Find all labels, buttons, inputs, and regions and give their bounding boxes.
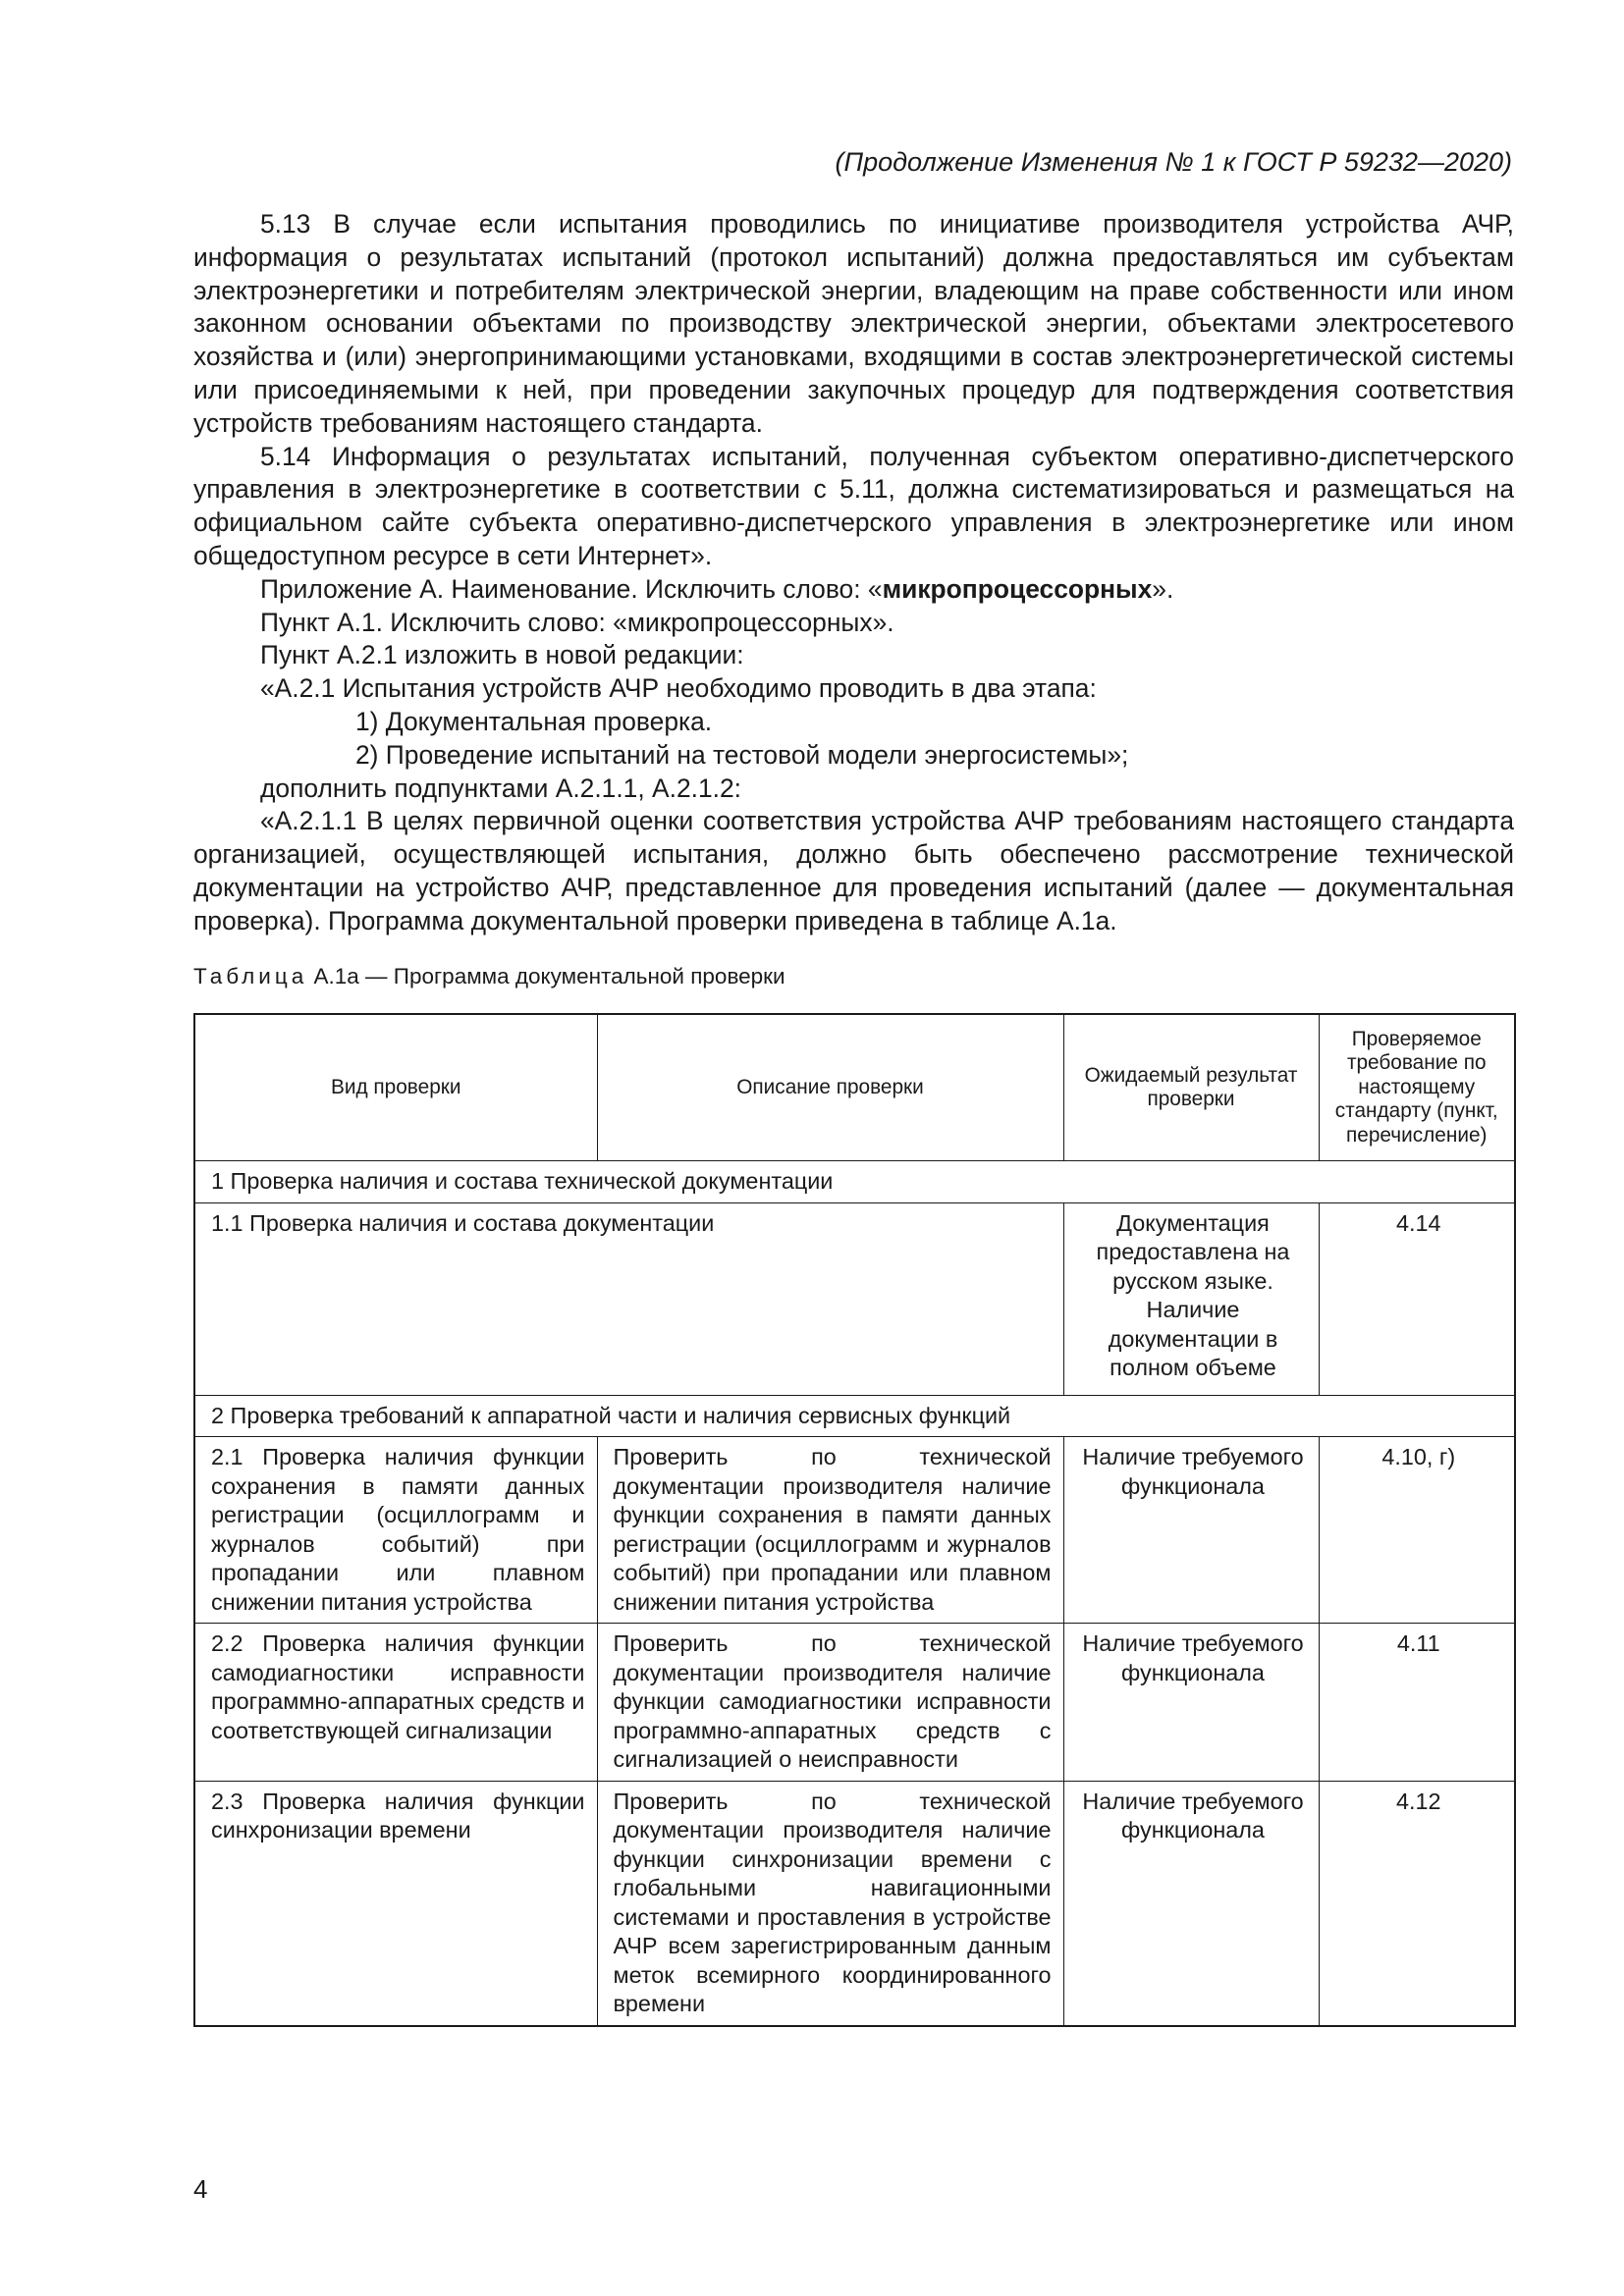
paragraph-appendix-a — [193, 573, 1514, 607]
paragraph-a211: «А.2.1.1 В целях первичной оценки соответствия устройства АЧР требованиям настоящего стандарта организацией, осуществляющей испытания, должно быть обеспечено рассмотрение технической документации на устройство АЧР, представленное для проведения испытаний (далее — документальная проверка). Программа документальной проверки приведена в таблице А.1а. — [193, 806, 1514, 935]
header-requirement: Проверяемое требование по настоящему стандарту (пункт, перечисление) — [1319, 1014, 1515, 1161]
table-header-row — [194, 1014, 1515, 1161]
row-1-1-kind: 1.1 Проверка наличия и состава документации — [194, 1202, 1063, 1395]
row-2-1-requirement: 4.10, г) — [1319, 1437, 1515, 1624]
appendix-a-text: Приложение А. Наименование. Исключить слово: « — [260, 573, 883, 604]
page-number: 4 — [193, 2174, 208, 2204]
table-row — [194, 1437, 1515, 1624]
table-caption-word: Таблица — [193, 964, 308, 988]
row-1-1-result: Документация предоставлена на русском языке. Наличие документации в полном объеме — [1063, 1202, 1319, 1395]
table-row — [194, 1781, 1515, 2026]
table-row — [194, 1624, 1515, 1782]
appendix-a-text-end: ». — [1152, 573, 1174, 604]
list-item-2: 2) Проведение испытаний на тестовой модели энергосистемы»; — [355, 739, 1129, 770]
page-header: (Продолжение Изменения № 1 к ГОСТ Р 59232—2020) — [835, 147, 1512, 177]
table-section-row — [194, 1161, 1515, 1203]
list-item-1: 1) Документальная проверка. — [355, 706, 713, 736]
row-2-1-kind: 2.1 Проверка наличия функции сохранения в памяти данных регистрации (осциллограмм и журналов событий) при пропадании или плавном снижении питания устройства — [194, 1437, 597, 1624]
table-caption-title: А.1а — Программа документальной проверки — [307, 964, 785, 988]
table-row — [194, 1202, 1515, 1395]
paragraph-a1: Пункт А.1. Исключить слово: «микропроцессорных». — [260, 607, 894, 637]
row-2-2-description: Проверить по технической документации производителя наличие функции самодиагностики исправности программно-аппаратных средств с сигнализацией о неисправности — [597, 1624, 1063, 1782]
row-2-3-requirement: 4.12 — [1319, 1781, 1515, 2026]
paragraph-a21-quote: «А.2.1 Испытания устройств АЧР необходимо проводить в два этапа: — [260, 673, 1097, 704]
table-caption — [193, 964, 785, 989]
body-text — [193, 208, 1514, 938]
section-2-title: 2 Проверка требований к аппаратной части и наличия сервисных функций — [194, 1395, 1515, 1437]
table-section-row — [194, 1395, 1515, 1437]
row-2-2-kind: 2.2 Проверка наличия функции самодиагностики исправности программно-аппаратных средств и соответствующей сигнализации — [194, 1624, 597, 1782]
header-kind: Вид проверки — [194, 1014, 597, 1161]
row-2-1-result: Наличие требуемого функционала — [1063, 1437, 1319, 1624]
header-description: Описание проверки — [597, 1014, 1063, 1161]
paragraph-supplement: дополнить подпунктами А.2.1.1, А.2.1.2: — [260, 773, 741, 803]
program-table — [193, 1013, 1516, 2027]
row-1-1-requirement: 4.14 — [1319, 1202, 1515, 1395]
appendix-a-bold-word: микропроцессорных — [882, 573, 1153, 604]
row-2-3-description: Проверить по технической документации производителя наличие функции синхронизации времени с глобальными навигационными системами и проставления в устройстве АЧР всем зарегистрированным данным меток всемирного координированного времени — [597, 1781, 1063, 2026]
row-2-2-result: Наличие требуемого функционала — [1063, 1624, 1319, 1782]
row-2-2-requirement: 4.11 — [1319, 1624, 1515, 1782]
paragraph-5-13: 5.13 В случае если испытания проводились по инициативе производителя устройства АЧР, информация о результатах испытаний (протокол испытаний) должна предоставляться им субъектам электроэнергетики и потребителям электрической энергии, владеющим на праве собственности или ином законном основании объектами по производству электрической энергии, объектами электросетевого хозяйства и (или) энергопринимающими установками, входящими в состав электроэнергетической системы или присоединяемыми к ней, при проведении закупочных процедур для подтверждения соответствия устройств требованиям настоящего стандарта. — [193, 209, 1514, 438]
row-2-3-kind: 2.3 Проверка наличия функции синхронизации времени — [194, 1781, 597, 2026]
paragraph-a21: Пункт А.2.1 изложить в новой редакции: — [260, 640, 744, 670]
row-2-3-result: Наличие требуемого функционала — [1063, 1781, 1319, 2026]
row-2-1-description: Проверить по технической документации производителя наличие функции сохранения в памяти данных регистрации (осциллограмм и журналов событий) при пропадании или плавном снижении питания устройства — [597, 1437, 1063, 1624]
section-1-title: 1 Проверка наличия и состава технической документации — [194, 1161, 1515, 1203]
paragraph-5-14: 5.14 Информация о результатах испытаний, полученная субъектом оперативно-диспетчерского управления в электроэнергетике в соответствии с 5.11, должна систематизироваться и размещаться на официальном сайте субъекта оперативно-диспетчерского управления в электроэнергетике или ином общедоступном ресурсе в сети Интернет». — [193, 441, 1514, 570]
header-expected-result: Ожидаемый результат проверки — [1063, 1014, 1319, 1161]
